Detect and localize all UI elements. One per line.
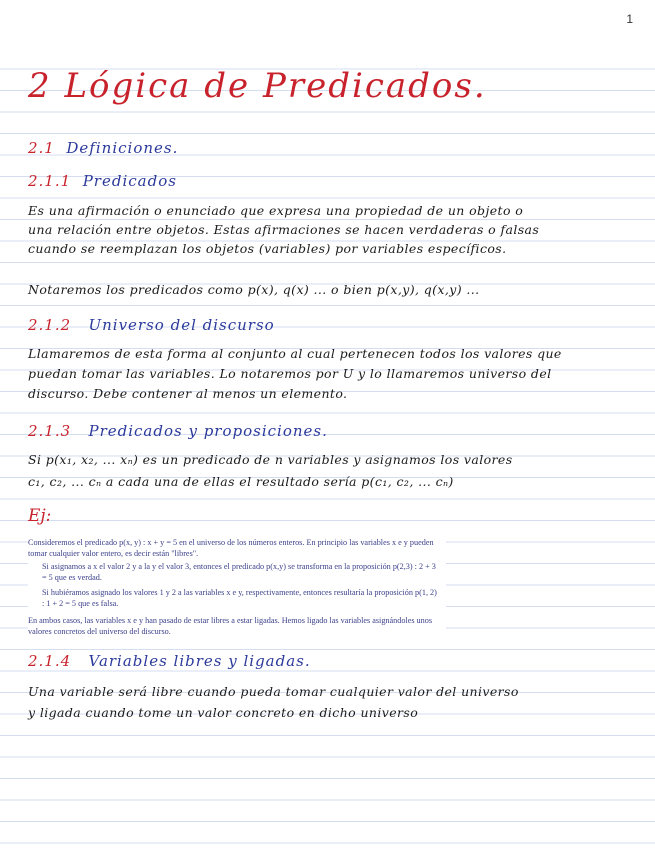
section-number: 2.1 bbox=[28, 139, 55, 157]
text-line: c₁, c₂, ... cₙ a cada una de ellas el resultado sería p(c₁, c₂, ... cₙ) bbox=[28, 474, 454, 489]
example-case-2: Si hubiéramos asignado los valores 1 y 2 a las variables x e y, respectivamente, entonces resultaría la proposición p(1, 2) : 1 + 2 = 5 que es falsa. bbox=[42, 588, 437, 608]
page-title bbox=[28, 66, 487, 106]
page-number: 1 bbox=[626, 12, 633, 26]
text-line: discurso. Debe contener al menos un elemento. bbox=[28, 386, 348, 401]
section-heading-2-1 bbox=[28, 139, 178, 157]
page-header-band bbox=[0, 0, 655, 52]
section-heading-2-1-1 bbox=[28, 172, 177, 190]
section-heading-2-1-2 bbox=[28, 316, 275, 334]
section-title: Universo del discurso bbox=[88, 316, 275, 334]
section-title: Predicados y proposiciones. bbox=[88, 422, 328, 440]
title-text: Lógica de Predicados. bbox=[64, 66, 487, 106]
text-line: una relación entre objetos. Estas afirmaciones se hacen verdaderas o falsas bbox=[28, 222, 540, 237]
text-line: Una variable será libre cuando pueda tomar cualquier valor del universo bbox=[28, 684, 519, 699]
example-conclusion: En ambos casos, las variables x e y han pasado de estar libres a estar ligadas. Hemos ligado las variables asignándoles unos valores concretos del universo del discurso. bbox=[28, 616, 433, 636]
text-line: y ligada cuando tome un valor concreto en dicho universo bbox=[28, 705, 419, 720]
example-box bbox=[28, 536, 446, 640]
text-line: cuando se reemplazan los objetos (variables) por variables específicos. bbox=[28, 241, 507, 256]
example-label: Ej: bbox=[28, 506, 52, 526]
notation-line: Notaremos los predicados como p(x), q(x) ... o bien p(x,y), q(x,y) ... bbox=[28, 282, 480, 297]
text-line: puedan tomar las variables. Lo notaremos por U y lo llamaremos universo del bbox=[28, 366, 552, 381]
title-number: 2 bbox=[28, 66, 52, 106]
section-number: 2.1.2 bbox=[28, 316, 72, 334]
section-title: Variables libres y ligadas. bbox=[88, 652, 311, 670]
section-heading-2-1-4 bbox=[28, 652, 311, 670]
section-title: Definiciones. bbox=[66, 139, 179, 157]
section-title: Predicados bbox=[82, 172, 177, 190]
section-number: 2.1.3 bbox=[28, 422, 72, 440]
section-number: 2.1.1 bbox=[28, 172, 72, 190]
section-number: 2.1.4 bbox=[28, 652, 72, 670]
section-heading-2-1-3 bbox=[28, 422, 328, 440]
example-intro: Consideremos el predicado p(x, y) : x + y = 5 en el universo de los números enteros. En principio las variables x e y pueden tomar cualquier valor entero, es decir están "libres". bbox=[28, 538, 434, 558]
text-line: Llamaremos de esta forma al conjunto al cual pertenecen todos los valores que bbox=[28, 346, 562, 361]
text-line: Es una afirmación o enunciado que expresa una propiedad de un objeto o bbox=[28, 203, 524, 218]
text-line: Si p(x₁, x₂, ... xₙ) es un predicado de n variables y asignamos los valores bbox=[28, 452, 513, 467]
example-case-1: Si asignamos a x el valor 2 y a la y el valor 3, entonces el predicado p(x,y) se transforma en la proposición p(2,3) : 2 + 3 = 5 que es verdad. bbox=[42, 562, 436, 582]
